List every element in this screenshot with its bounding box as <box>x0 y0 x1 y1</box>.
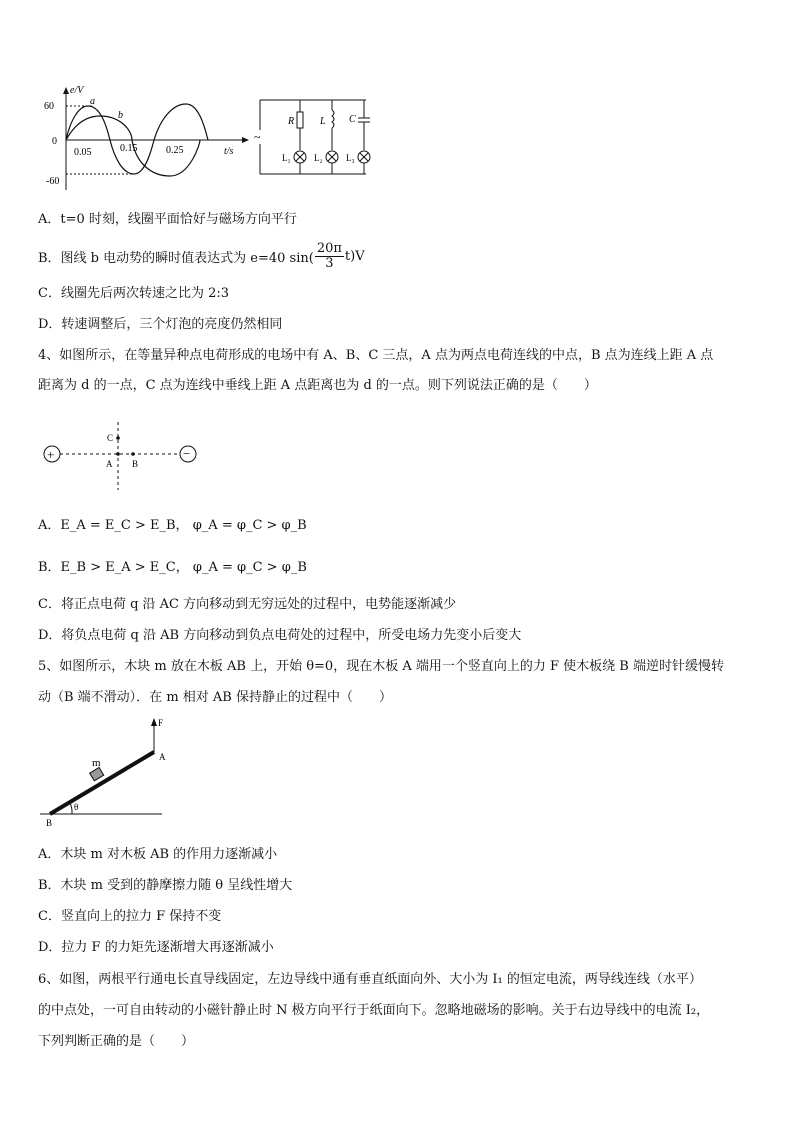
fraction <box>315 242 344 271</box>
q4-stem-line2: 距离为 d 的一点，C 点为连线中垂线上距 A 点距离也为 d 的一点。则下列说法正确的是（ ） <box>38 378 597 393</box>
q3-option-b <box>38 238 365 274</box>
x-tick: 0.15 <box>120 143 138 154</box>
mass-label: m <box>92 757 101 769</box>
y-tick: 0 <box>52 136 57 147</box>
q4-option-b: B．E_B > E_A > E_C， φ_A = φ_C > φ_B <box>38 560 307 575</box>
q6-stem-line2: 的中点处，一可自由转动的小磁针静止时 N 极方向平行于纸面向下。忽略地磁场的影响。关于右边导线中的电流 I₂， <box>38 1003 710 1018</box>
lamp-label: L₂ <box>314 153 323 163</box>
curve-a-label: a <box>90 96 95 107</box>
q6-stem-line3: 下列判断正确的是（ ） <box>38 1034 195 1049</box>
curve-b-label: b <box>118 110 123 121</box>
x-tick: 0.05 <box>74 147 92 158</box>
q4-stem-line1: 4、如图所示，在等量异种点电荷形成的电场中有 A、B、C 三点，A 点为两点电荷连线的中点，B 点为连线上距 A 点 <box>38 348 714 363</box>
y-tick: 60 <box>44 101 54 112</box>
y-tick: -60 <box>46 176 60 187</box>
fraction-numerator: 20π <box>316 240 342 256</box>
ac-source-symbol: ~ <box>254 130 261 144</box>
x-tick: 0.25 <box>166 145 184 156</box>
point-charges-figure <box>40 420 210 492</box>
end-a-label: A <box>159 752 166 762</box>
x-axis-label: t/s <box>224 146 234 157</box>
point-b-label: B <box>132 459 139 469</box>
resistor-label: R <box>288 116 295 127</box>
q5-option-d: D．拉力 F 的力矩先逐渐增大再逐渐减小 <box>38 940 274 955</box>
plus-sign: + <box>47 447 55 462</box>
lamp-label: L₁ <box>282 153 291 163</box>
q5-option-c: C．竖直向上的拉力 F 保持不变 <box>38 909 222 924</box>
y-axis-label: e/V <box>70 85 84 96</box>
q3-option-a: A．t=0 时刻，线圈平面恰好与磁场方向平行 <box>38 212 297 227</box>
capacitor-label: C <box>349 114 356 125</box>
block-m <box>90 767 104 780</box>
minus-sign: − <box>183 446 191 461</box>
inclined-board-figure <box>36 716 166 828</box>
q5-option-a: A．木块 m 对木板 AB 的作用力逐渐减小 <box>38 847 278 862</box>
q5-stem-line2: 动（B 端不滑动）．在 m 相对 AB 保持静止的过程中（ ） <box>38 690 392 705</box>
q4-option-d: D．将负点电荷 q 沿 AB 方向移动到负点电荷处的过程中，所受电场力先变小后变大 <box>38 628 522 643</box>
q4-option-c: C．将正点电荷 q 沿 AC 方向移动到无穷远处的过程中，电势能逐渐减少 <box>38 597 457 612</box>
q6-stem-line1: 6、如图，两根平行通电长直导线固定，左边导线中通有垂直纸面向外、大小为 I₁ 的恒定电流，两导线连线（水平） <box>38 972 702 987</box>
q5-option-b: B．木块 m 受到的静摩擦力随 θ 呈线性增大 <box>38 878 293 893</box>
q3-option-b-suffix: t)V <box>344 248 365 264</box>
q3-option-c: C．线圈先后两次转速之比为 2:3 <box>38 286 230 301</box>
force-label: F <box>158 718 164 728</box>
q4-option-a: A．E_A = E_C > E_B， φ_A = φ_C > φ_B <box>38 518 307 533</box>
point-a-label: A <box>106 459 113 469</box>
q3-option-b-prefix: B．图线 b 电动势的瞬时值表达式为 e=40 sin( <box>38 250 314 266</box>
angle-label: θ <box>74 802 79 812</box>
q5-stem-line1: 5、如图所示，木块 m 放在木板 AB 上，开始 θ=0，现在木板 A 端用一个竖直向上的力 F 使木板绕 B 端逆时针缓慢转 <box>38 659 724 674</box>
lamp-circuit-diagram <box>254 94 380 178</box>
emf-time-graph <box>40 84 250 194</box>
q3-option-d: D．转速调整后，三个灯泡的亮度仍然相同 <box>38 317 283 332</box>
fraction-denominator: 3 <box>325 255 334 271</box>
lamp-label: L₃ <box>346 153 355 163</box>
inductor-label: L <box>320 116 326 127</box>
point-c-label: C <box>107 433 114 443</box>
end-b-label: B <box>46 818 53 828</box>
